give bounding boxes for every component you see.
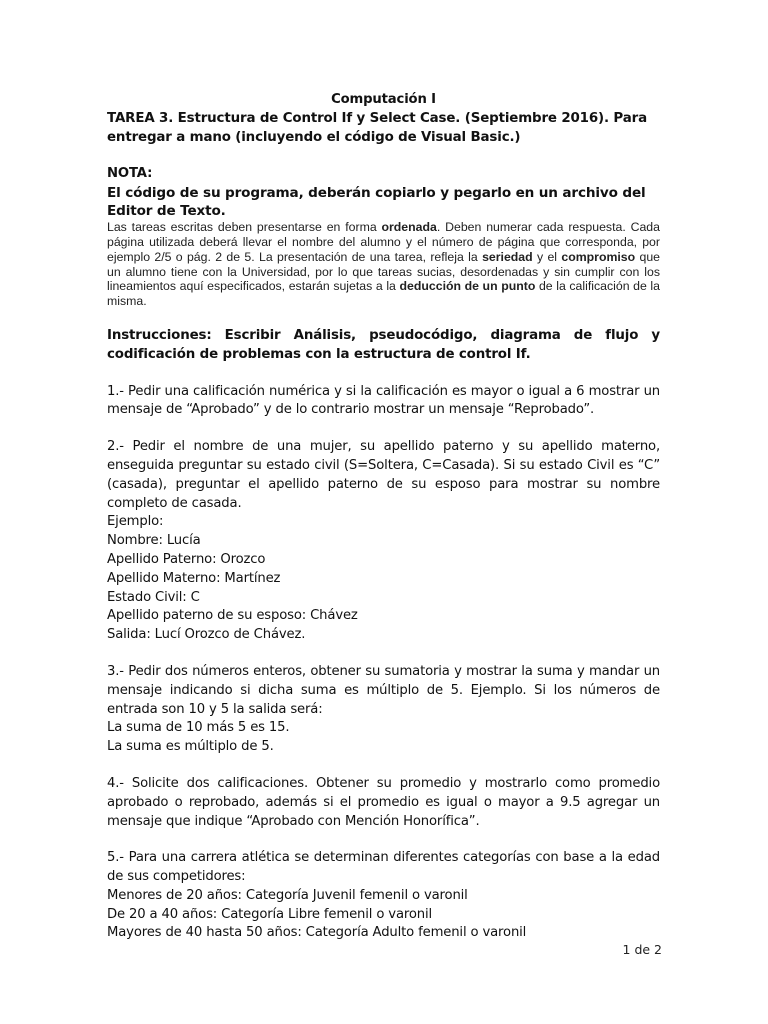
instructions-heading: Instrucciones: Escribir Análisis, pseudocódigo, diagrama de flujo y codificación de problemas con la estructura de control If.	[107, 327, 660, 362]
problem-2-example-line: Apellido Paterno: Orozco	[107, 551, 266, 567]
problem-5	[107, 849, 660, 943]
problem-2-example-line: Nombre: Lucía	[107, 533, 201, 549]
problem-4: 4.- Solicite dos calificaciones. Obtener su promedio y mostrarlo como promedio aprobado o reprobado, además si el promedio es igual o mayor a 9.5 agregar un mensaje que indique “Aprobado con Mención Honorífica”.	[107, 775, 660, 829]
nota-text-1: Las tareas escritas deben presentarse en forma	[107, 220, 382, 235]
problem-5-line: Menores de 20 años: Categoría Juvenil femenil o varonil	[107, 887, 468, 903]
nota-text-5: de la calificación de la misma.	[107, 279, 661, 309]
nota-bold-ordenada: ordenada	[381, 220, 437, 235]
nota-bold-deduccion: deducción de un punto	[399, 279, 536, 294]
problem-3-line: La suma es múltiplo de 5.	[107, 739, 274, 755]
page-number: 1 de 2	[622, 942, 662, 957]
task-heading: TAREA 3. Estructura de Control If y Select Case. (Septiembre 2016). Para entregar a mano (incluyendo el código de Visual Basic.)	[107, 110, 647, 145]
document-body	[107, 91, 660, 943]
problem-2-text: 2.- Pedir el nombre de una mujer, su apellido paterno y su apellido materno, enseguida preguntar su estado civil (S=Soltera, C=Casada). Si su estado Civil es “C” (casada), preguntar el apellido paterno de su esposo para mostrar su nombre completo de casada.	[107, 439, 660, 511]
nota-bold-compromiso: compromiso	[561, 249, 636, 264]
problem-3	[107, 663, 660, 757]
problem-2-example-line: Salida: Lucí Orozco de Chávez.	[107, 627, 306, 643]
problem-5-line: Mayores de 40 hasta 50 años: Categoría Adulto femenil o varonil	[107, 925, 527, 941]
problem-1: 1.- Pedir una calificación numérica y si la calificación es mayor o igual a 6 mostrar un mensaje de “Aprobado” y de lo contrario mostrar un mensaje “Reprobado”.	[107, 383, 660, 418]
nota-body	[107, 220, 660, 309]
document-title: Computación I	[331, 92, 436, 107]
problem-5-line: De 20 a 40 años: Categoría Libre femenil o varonil	[107, 906, 433, 922]
problem-2-example-line: Estado Civil: C	[107, 589, 200, 605]
nota-label: NOTA:	[107, 166, 153, 182]
problem-2-example-line: Ejemplo:	[107, 514, 164, 530]
problem-2-example-line: Apellido Materno: Martínez	[107, 570, 281, 586]
problem-3-text: 3.- Pedir dos números enteros, obtener su sumatoria y mostrar la suma y mandar un mensaje indicando si dicha suma es múltiplo de 5. Ejemplo. Si los números de entrada son 10 y 5 la salida será:	[107, 663, 660, 717]
problem-2	[107, 438, 660, 645]
problem-3-line: La suma de 10 más 5 es 15.	[107, 720, 290, 736]
nota-bold-seriedad: seriedad	[482, 249, 533, 264]
problem-2-example-line: Apellido paterno de su esposo: Chávez	[107, 608, 358, 624]
nota-text-3: y el	[532, 249, 562, 264]
nota-text-4: que un alumno tiene con la Universidad, por lo que tareas sucias, desordenadas y sin cumplir con los lineamientos aquí especificados, estarán sujetas a la	[107, 249, 660, 294]
nota-text-2: . Deben numerar cada respuesta. Cada página utilizada deberá llevar el nombre del alumno y el número de página que corresponda, por ejemplo 2/5 o pág. 2 de 5. La presentación de una tarea, refleja la	[107, 220, 660, 264]
problem-5-text: 5.- Para una carrera atlética se determinan diferentes categorías con base a la edad de sus competidores:	[107, 850, 660, 885]
nota-main-text: El código de su programa, deberán copiarlo y pegarlo en un archivo del Editor de Texto.	[107, 185, 646, 220]
